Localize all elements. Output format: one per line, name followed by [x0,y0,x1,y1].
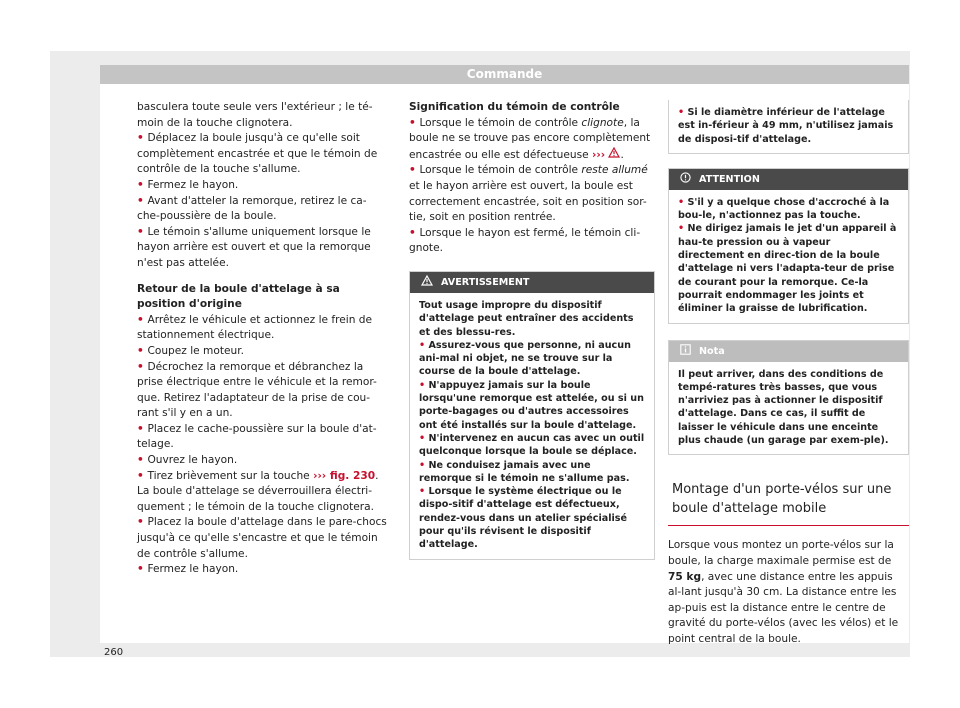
warning-link[interactable]: ››› [591,148,606,161]
warning-box [409,271,655,560]
paragraph-bold: 75 kg [668,570,702,583]
list-item: • N'appuyez jamais sur la boule lorsqu'une remorque est attelée, ou si un porte-bagages ou d'autres accessoires ont été installés sur la boule d'attelage. [419,379,645,432]
list-item: • Placez la boule d'attelage dans le pare-chocs jusqu'à ce qu'elle s'encastre et que le témoin de contrôle s'allume. [137,515,387,562]
list-item: • Ne dirigez jamais le jet d'un appareil à hau-te pression ou à vapeur directement en direc-tion de la boule d'attelage ni vers l'adapta-teur de prise de courant pour la remorque. Ce-la pourrait endommager les joints et éliminer la graisse de lubrification. [678,222,899,315]
continued-warning-box [668,100,909,154]
emphasis-text: clignote [581,116,624,129]
list-item: • Lorsque le hayon est fermé, le témoin cli-gnote. [409,226,655,257]
paragraph-text: Lorsque vous montez un porte-vélos sur la boule, la charge maximale permise est de [668,539,894,567]
column-right [668,100,909,648]
section-heading: Signification du témoin de contrôle [409,101,620,113]
list-item [409,163,655,225]
list-item: • N'intervenez en aucun cas avec un outil quelconque lorsque la boule se déplace. [419,432,645,459]
warning-intro: Tout usage impropre du dispositif d'attelage peut entraîner des accidents et des blessu-res. [419,299,634,338]
list-item-text: Tirez brièvement sur la touche [147,469,310,482]
warning-box-title: AVERTISSEMENT [441,276,530,288]
info-square-icon [680,341,691,362]
body-paragraph [668,538,909,647]
nota-box-title: Nota [699,345,725,357]
warning-triangle-icon [421,272,433,293]
list-item: • Ne conduisez jamais avec une remorque si le témoin ne s'allume pas. [419,459,645,486]
nota-text: Il peut arriver, dans des conditions de tempé-ratures très basses, que vous n'arriviez pas à actionner le dispositif d'attelage. Dans ce cas, il suffit de laisser le véhicule dans une enceinte plus chaude (un garage par exem-ple). [678,368,889,447]
attention-box [668,168,909,324]
list-item-text: , la boule ne se trouve pas encore complètement encastrée ou elle est défectueuse [409,116,651,161]
list-item [137,469,387,516]
list-item: • Lorsque le système électrique ou le dispo-sitif d'attelage est défectueux, rendez-vous dans un atelier spécialisé pour qu'ils révisent le dispositif d'attelage. [419,485,645,551]
list-item: • Si le diamètre inférieur de l'attelage est in-férieur à 49 mm, n'utilisez jamais de disposi-tif d'attelage. [678,106,899,146]
list-item: • Assurez-vous que personne, ni aucun ani-mal ni objet, ne se trouve sur la course de la boule d'attelage. [419,339,645,379]
list-item-text: . La boule d'attelage se déverrouillera électri-quement ; le témoin de la touche clignotera. [137,469,379,513]
nota-box [668,340,909,456]
list-item: • Coupez le moteur. [137,344,387,360]
nota-box-header [669,341,908,362]
emphasis-text: reste allumé [581,164,648,177]
list-item: • Avant d'atteler la remorque, retirez le ca-che-poussière de la boule. [137,194,387,225]
list-item: • Fermez le hayon. [137,562,387,578]
column-middle [409,100,655,560]
nota-box-body [669,362,908,455]
info-circle-icon [680,169,691,190]
attention-box-body [669,190,908,323]
warning-box-header [410,272,654,293]
attention-box-header [669,169,908,190]
list-item: • S'il y a quelque chose d'accroché à la bou-le, n'actionnez pas la touche. [678,196,899,223]
attention-box-title: ATTENTION [699,173,760,185]
list-item: • Arrêtez le véhicule et actionnez le frein de stationnement électrique. [137,313,387,344]
list-item: • Déplacez la boule jusqu'à ce qu'elle soit complètement encastrée et que le témoin de contrôle de la touche s'allume. [137,131,387,178]
page-header: Commande [100,65,909,84]
warning-triangle-icon [608,149,620,161]
list-item: • Ouvrez le hayon. [137,453,387,469]
section-title: Montage d'un porte-vélos sur une boule d'attelage mobile [668,471,909,526]
list-item: • Décrochez la remorque et débranchez la prise électrique entre le véhicule et la remor-que. Retirez l'adaptateur de la prise de cou-rant s'il y en a un. [137,360,387,422]
page-background [50,51,910,657]
section-heading: Retour de la boule d'attelage à sa position d'origine [137,282,340,311]
paragraph-text: , avec une distance entre les appuis al-lant jusqu'à 30 cm. La distance entre les ap-puis est la distance entre le centre de gravité du porte-vélos (avec les vélos) et le point central de la boule. [668,570,899,645]
page-content [100,84,909,658]
list-item: • Placez le cache-poussière sur la boule d'at-telage. [137,422,387,453]
list-item-text: et le hayon arrière est ouvert, la boule est correctement encastrée, soit en position sor-tie, soit en position rentrée. [409,179,647,224]
warning-box-body [410,293,654,559]
list-item: • Lorsque le témoin de contrôle clignote, la boule ne se trouve pas encore complètement encastrée ou elle est défectueuse ››› . [409,116,655,164]
list-item-text: Lorsque le témoin de contrôle [419,116,582,129]
list-item: • Le témoin s'allume uniquement lorsque le hayon arrière est ouvert et que la remorque n'est pas attelée. [137,225,387,272]
page-number: 260 [104,647,124,658]
list-item-text: Lorsque le témoin de contrôle [419,164,582,177]
intro-text: basculera toute seule vers l'extérieur ; le té-moin de la touche clignotera. [137,101,373,129]
figure-link[interactable]: ››› fig. 230 [313,469,376,482]
column-left [137,100,387,578]
continued-warning-body [669,100,908,153]
list-item: • Fermez le hayon. [137,178,387,194]
